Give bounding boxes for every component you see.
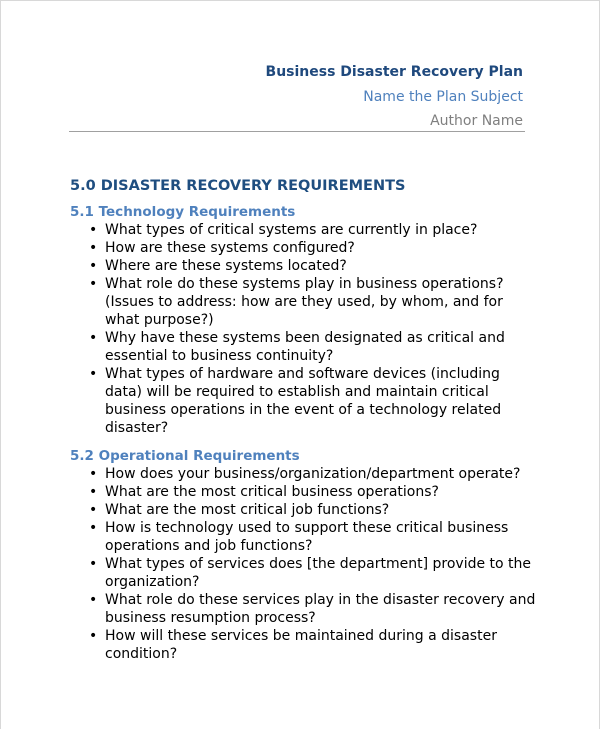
bullet-icon: • xyxy=(89,222,98,238)
subsection-heading: 5.2 Operational Requirements xyxy=(70,448,300,464)
list-item xyxy=(70,275,530,329)
list-item-text: How are these systems configured? xyxy=(105,240,355,256)
bullet-icon: • xyxy=(89,330,98,346)
document-title: Business Disaster Recovery Plan xyxy=(265,64,523,80)
bullet-list xyxy=(70,221,530,437)
list-item xyxy=(70,591,536,627)
list-item-text: business operations in the event of a technology related xyxy=(105,402,502,418)
list-item xyxy=(70,329,530,365)
section-heading: 5.0 DISASTER RECOVERY REQUIREMENTS xyxy=(70,178,406,194)
subsection-heading: 5.1 Technology Requirements xyxy=(70,204,296,220)
bullet-icon: • xyxy=(89,240,98,256)
list-item-text: disaster? xyxy=(105,420,169,436)
list-item-text: How is technology used to support these critical business xyxy=(105,520,509,536)
plan-subject: Name the Plan Subject xyxy=(363,89,523,105)
list-item-text: (Issues to address: how are they used, by whom, and for xyxy=(105,294,503,310)
bullet-icon: • xyxy=(89,466,98,482)
list-item-text: How will these services be maintained during a disaster xyxy=(105,628,497,644)
bullet-icon: • xyxy=(89,258,98,274)
list-item-text: condition? xyxy=(105,646,178,662)
list-item-text: operations and job functions? xyxy=(105,538,313,554)
list-item-text: What are the most critical job functions? xyxy=(105,502,390,518)
list-item-text: Why have these systems been designated as critical and xyxy=(105,330,505,346)
document-body xyxy=(70,176,536,663)
bullet-icon: • xyxy=(89,502,98,518)
author-name: Author Name xyxy=(430,113,523,129)
list-item-text: What role do these services play in the disaster recovery and xyxy=(105,592,536,608)
list-item-text: What types of critical systems are currently in place? xyxy=(105,222,478,238)
list-item xyxy=(70,627,530,663)
bullet-icon: • xyxy=(89,628,98,644)
bullet-icon: • xyxy=(89,366,98,382)
list-item xyxy=(70,465,530,483)
bullet-icon: • xyxy=(89,484,98,500)
list-item xyxy=(70,555,530,591)
list-item-text: business resumption process? xyxy=(105,610,316,626)
list-item xyxy=(70,519,530,555)
list-item xyxy=(70,239,530,257)
list-item xyxy=(70,365,530,437)
list-item-text: What types of hardware and software devices (including xyxy=(105,366,500,382)
list-item xyxy=(70,483,530,501)
list-item-text: organization? xyxy=(105,574,200,590)
list-item-text: How does your business/organization/department operate? xyxy=(105,466,521,482)
list-item-text: essential to business continuity? xyxy=(105,348,334,364)
list-item xyxy=(70,501,530,519)
bullet-icon: • xyxy=(89,520,98,536)
list-item-text: What types of services does [the department] provide to the xyxy=(105,556,532,572)
list-item-text: What role do these systems play in business operations? xyxy=(105,276,504,292)
bullet-list xyxy=(70,465,536,663)
list-item xyxy=(70,221,530,239)
header-divider xyxy=(69,131,525,132)
bullet-icon: • xyxy=(89,556,98,572)
list-item-text: what purpose?) xyxy=(105,312,214,328)
bullet-icon: • xyxy=(89,592,98,608)
list-item xyxy=(70,257,530,275)
list-item-text: What are the most critical business operations? xyxy=(105,484,439,500)
list-item-text: data) will be required to establish and maintain critical xyxy=(105,384,489,400)
list-item-text: Where are these systems located? xyxy=(105,258,347,274)
bullet-icon: • xyxy=(89,276,98,292)
